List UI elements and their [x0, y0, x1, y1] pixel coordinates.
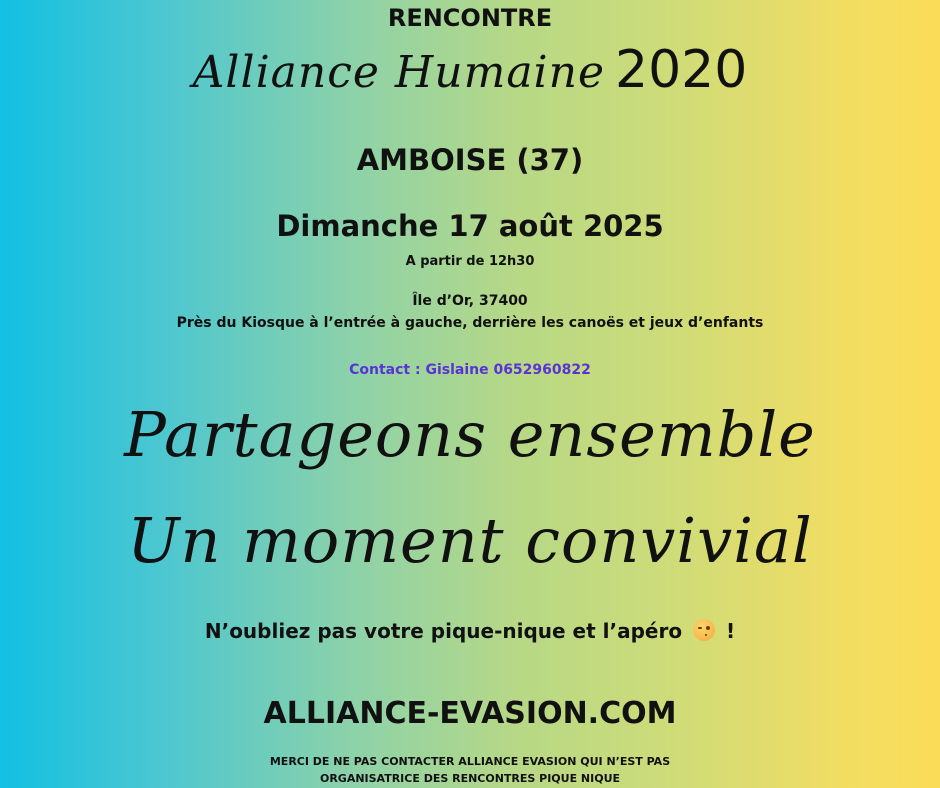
event-date: Dimanche 17 août 2025 [276, 209, 664, 243]
event-contact: Contact : Gislaine 0652960822 [349, 362, 591, 378]
tagline-line-2: Un moment convivial [127, 504, 813, 577]
picnic-reminder [0, 619, 940, 643]
tagline-line-1: Partageons ensemble [124, 398, 816, 471]
event-title [0, 40, 940, 100]
event-place-detail: Près du Kiosque à l’entrée à gauche, derrière les canoës et jeux d’enfants [176, 315, 764, 331]
event-city: AMBOISE (37) [356, 143, 584, 177]
rencontre-heading: RENCONTRE [387, 4, 553, 32]
reminder-text: N’oubliez pas votre pique-nique et l’apéro [204, 619, 683, 643]
title-script: Alliance Humaine [192, 47, 605, 98]
winking-smiley-icon [693, 619, 715, 641]
reminder-exclamation: ! [726, 619, 736, 643]
disclaimer-line-2: ORGANISATRICE DES RENCONTRES PIQUE NIQUE [319, 772, 621, 785]
event-time: A partir de 12h30 [405, 254, 535, 269]
title-year: 2020 [615, 40, 748, 100]
event-place: Île d’Or, 37400 [412, 293, 528, 309]
website-text: ALLIANCE-EVASION.COM [263, 696, 677, 731]
disclaimer-line-1: MERCI DE NE PAS CONTACTER ALLIANCE EVASION QUI N’EST PAS [269, 755, 671, 768]
